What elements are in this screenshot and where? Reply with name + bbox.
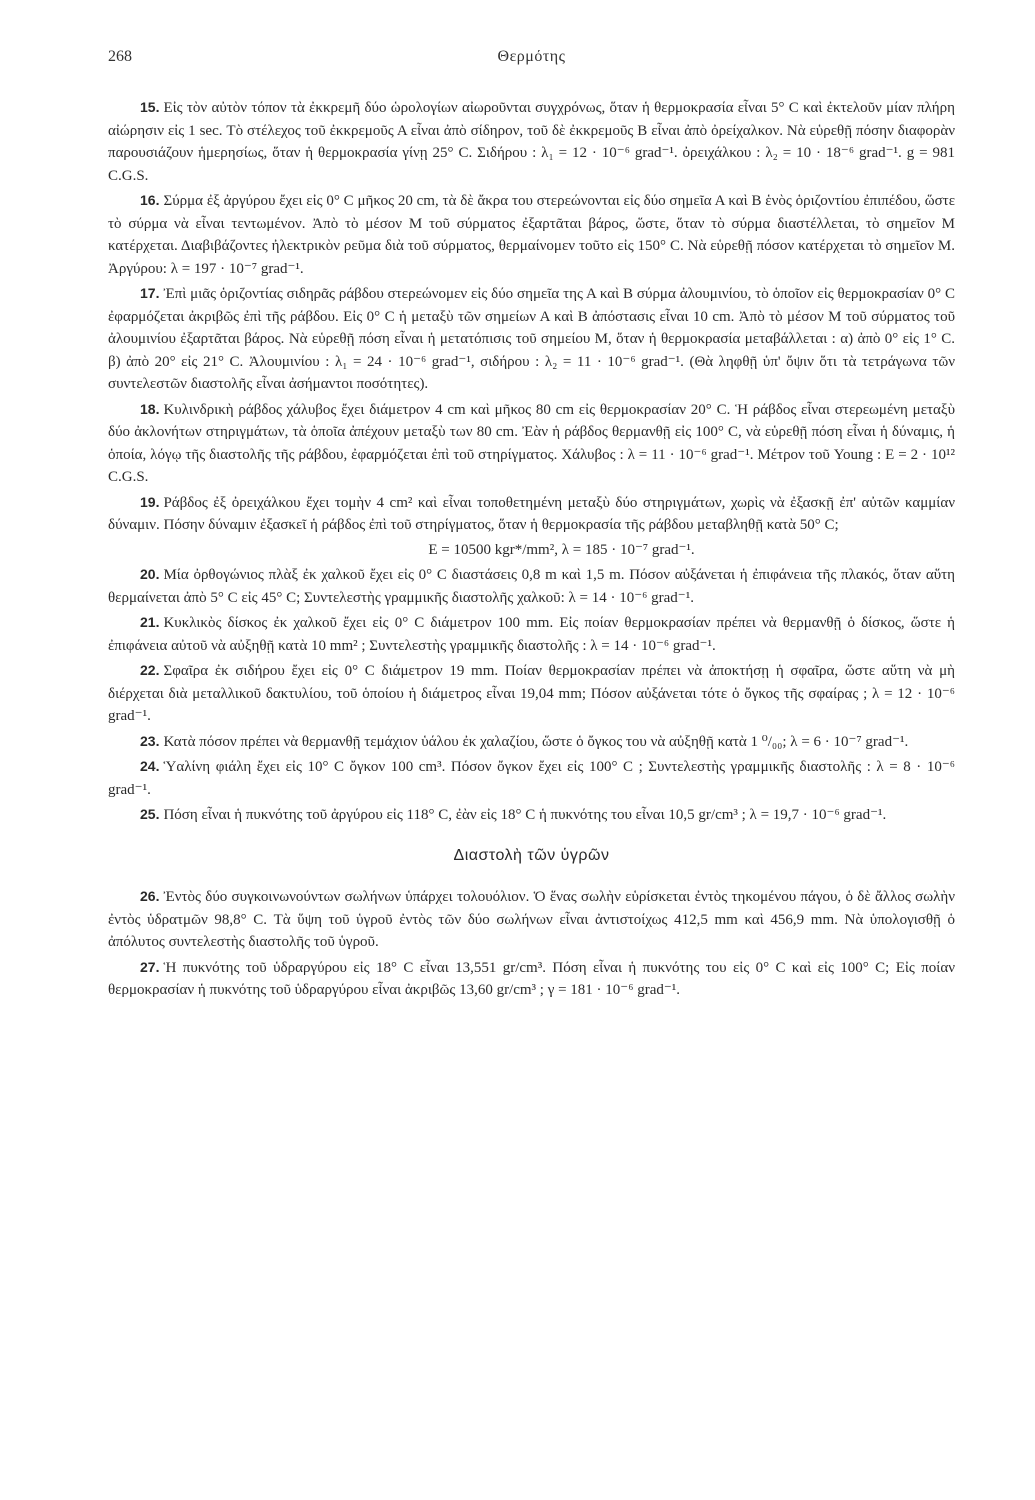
problem-text: Ὑαλίνη φιάλη ἔχει εἰς 10° C ὄγκον 100 cm³. Πόσον ὄγκον ἔχει εἰς 100° C ; Συντελεστὴς γραμμικῆς διαστολῆς : λ = 8 · 10⁻⁶ grad⁻¹. (108, 759, 955, 798)
problem-number: 24. (140, 758, 160, 774)
problem-15 (108, 96, 955, 187)
problem-20 (108, 563, 955, 609)
problem-26 (108, 885, 955, 954)
page-number: 268 (108, 48, 132, 65)
problem-number: 19. (140, 493, 160, 510)
problem-text: Σφαῖρα ἐκ σιδήρου ἔχει εἰς 0° C διάμετρον 19 mm. Ποίαν θερμοκρασίαν πρέπει νὰ ἀποκτήσῃ ἡ σφαῖρα, ὥστε αὕτη νὰ μὴ διέρχεται διὰ μεταλλικοῦ δακτυλίου, τοῦ ὁποίου ἡ διάμετρος εἶναι 19,04 mm; Πόσον αὐξάνεται τότε ὁ ὄγκος τῆς σφαίρας ; λ = 12 · 10⁻⁶ grad⁻¹. (108, 663, 955, 724)
problem-number: 21. (140, 614, 160, 630)
problem-19-formula: E = 10500 kgr*/mm², λ = 185 · 10⁻⁷ grad⁻¹. (428, 541, 695, 558)
problem-27 (108, 956, 955, 1002)
problem-text: Κυλινδρικὴ ράβδος χάλυβος ἔχει διάμετρον 4 cm καὶ μῆκος 80 cm εἰς θερμοκρασίαν 20° C. Ἡ ράβδος εἶναι στερεωμένη μεταξὺ δύο ἀκλονήτων στηριγμάτων, τὰ ὁποῖα ἀπέχουν μεταξὺ των 80 cm. Ἐὰν ἡ ράβδος θερμανθῇ εἰς 100° C, νὰ εὑρεθῇ πόση εἶναι ἡ δύναμις, ἡ ὁποία, λόγῳ τῆς διαστολῆς τῆς ράβδου, ἐφαρμόζεται ἐπὶ τοῦ στηρίγματος. Χάλυβος : λ = 11 · 10⁻⁶ grad⁻¹. Μέτρον τοῦ Young : E = 2 · 10¹² C.G.S. (108, 401, 955, 485)
problem-number: 23. (140, 732, 160, 749)
problem-number: 22. (140, 662, 160, 678)
problem-17 (108, 282, 955, 396)
problem-text: Πόση εἶναι ἡ πυκνότης τοῦ ἀργύρου εἰς 118° C, ἐὰν εἰς 18° C ἡ πυκνότης του εἶναι 10,5 gr/cm³ ; λ = 19,7 · 10⁻⁶ grad⁻¹. (163, 807, 887, 823)
problem-text: Ἡ πυκνότης τοῦ ὑδραργύρου εἰς 18° C εἶναι 13,551 gr/cm³. Πόση εἶναι ἡ πυκνότης του εἰς 0° C καὶ εἰς 100° C; Εἰς ποίαν θερμοκρασίαν ἡ πυκνότης τοῦ ὑδραργύρου εἶναι ἀκριβῶς 13,60 gr/cm³ ; γ = 181 · 10⁻⁶ grad⁻¹. (108, 959, 955, 998)
problem-text: Ἐπὶ μιᾶς ὁριζοντίας σιδηρᾶς ράβδου στερεώνομεν εἰς δύο σημεῖα της Α καὶ Β σύρμα ἀλουμινίου, τὸ ὁποῖον εἰς θερμοκρασίαν 0° C ἐφαρμόζεται ἀκριβῶς ἐπὶ τῆς ράβδου. Εἰς 0° C ἡ μεταξὺ τῶν σημείων Α καὶ Β ἀπόστασις εἶναι 10 cm. Ἀπὸ τὸ μέσον Μ τοῦ σύρματος τοῦ ἀλουμινίου ἐξαρτᾶται βάρος. Νὰ εὑρεθῇ πόση εἶναι ἡ μετατόπισις τοῦ σημείου Μ, ὅταν ἡ θερμοκρασία μεταβάλλεται : α) ἀπὸ 0° εἰς 1° C. β) ἀπὸ 20° εἰς 21° C. Ἀλουμινίου : λ₁ = 24 · 10⁻⁶ grad⁻¹, σιδήρου : λ₂ = 11 · 10⁻⁶ grad⁻¹. (Θὰ ληφθῇ ὑπ' ὄψιν ὅτι τὰ τετράγωνα τῶν συντελεστῶν διαστολῆς εἶναι ἀσήμαντοι ποσότητες). (108, 286, 955, 392)
problem-number: 25. (140, 806, 160, 822)
problem-text: Εἰς τὸν αὐτὸν τόπον τὰ ἐκκρεμῆ δύο ὡρολογίων αἰωροῦνται συγχρόνως, ὅταν ἡ θερμοκρασία εἶναι 5° C καὶ ἐκτελοῦν μίαν πλήρη αἰώρησιν εἰς 1 sec. Τὸ στέλεχος τοῦ ἐκκρεμοῦς Α εἶναι ἀπὸ σίδηρον, τοῦ δὲ ἐκκρεμοῦς Β εἶναι ἀπὸ ὀρείχαλκον. Νὰ εὑρεθῇ πόσην διαφορὰν παρουσιάζουν ἡμερησίως, ὅταν ἡ θερμοκρασία γίνῃ 25° C. Σιδήρου : λ₁ = 12 · 10⁻⁶ grad⁻¹. ὀρειχάλκου : λ₂ = 10 · 18⁻⁶ grad⁻¹. g = 981 C.G.S. (108, 100, 955, 184)
problem-text: Κατὰ πόσον πρέπει νὰ θερμανθῇ τεμάχιον ὑάλου ἐκ χαλαζίου, ὥστε ὁ ὄγκος του νὰ αὐξηθῇ κατὰ 1 ⁰/₀₀; λ = 6 · 10⁻⁷ grad⁻¹. (163, 733, 909, 750)
problem-19 (108, 491, 955, 537)
problem-number: 27. (140, 958, 160, 975)
problem-18 (108, 398, 955, 489)
section-heading: Διαστολὴ τῶν ὑγρῶν (453, 846, 610, 864)
problem-number: 20. (140, 566, 160, 582)
problem-text: Ἐντὸς δύο συγκοινωνούντων σωλήνων ὑπάρχει τολουόλιον. Ὁ ἕνας σωλὴν εὑρίσκεται ἐντὸς τηκομένου πάγου, ὁ δὲ ἄλλος σωλὴν ἐντὸς ὑδρατμῶν 98,8° C. Τὰ ὕψη τοῦ ὑγροῦ ἐντὸς τῶν δύο σωλήνων εἶναι ἀντιστοίχως 412,5 mm καὶ 456,9 mm. Νὰ ὑπολογισθῇ ὁ ἀπόλυτος συντελεστὴς διαστολῆς τοῦ ὑγροῦ. (108, 889, 955, 950)
page-header (108, 48, 955, 78)
problem-24 (108, 755, 955, 801)
problem-number: 18. (140, 400, 160, 417)
problem-text: Ράβδος ἐξ ὀρειχάλκου ἔχει τομὴν 4 cm² καὶ εἶναι τοποθετημένη μεταξὺ δύο στηριγμάτων, χωρὶς νὰ ἐξασκῇ ἐπ' αὐτῶν καμμίαν δύναμιν. Πόσην δύναμιν ἐξασκεῖ ἡ ράβδος ἐπὶ τοῦ στηρίγματος, ὅταν ἡ θερμοκρασία τῆς ράβδου μεταβληθῇ κατὰ 50° C; (108, 494, 955, 533)
problem-25 (108, 803, 955, 827)
problem-text: Κυκλικὸς δίσκος ἐκ χαλκοῦ ἔχει εἰς 0° C διάμετρον 100 mm. Εἰς ποίαν θερμοκρασίαν πρέπει νὰ θερμανθῇ ὁ δίσκος, ὥστε ἡ ἐπιφάνεια αὐτοῦ νὰ αὐξηθῇ κατὰ 10 mm² ; Συντελεστὴς γραμμικῆς διαστολῆς : λ = 14 · 10⁻⁶ grad⁻¹. (108, 615, 955, 654)
problem-number: 15. (140, 99, 160, 115)
page-body (108, 96, 955, 1002)
problem-text: Σύρμα ἐξ ἀργύρου ἔχει εἰς 0° C μῆκος 20 cm, τὰ δὲ ἄκρα του στερεώνονται εἰς δύο σημεῖα Α καὶ Β ἑνὸς ὁριζοντίου ἐπιπέδου, ὥστε τὸ σύρμα νὰ εἶναι τεντωμένον. Ἀπὸ τὸ μέσον Μ τοῦ σύρματος ἐξαρτᾶται βάρος, ὥστε, ὅταν τὸ σύρμα διαστέλλεται, τὸ σημεῖον Μ κατέρχεται. Διαβιβάζοντες ἠλεκτρικὸν ρεῦμα διὰ τοῦ σύρματος, θερμαίνομεν τοῦτο εἰς 150° C. Νὰ εὑρεθῇ πόσον κατέρχεται τὸ σημεῖον Μ. Ἀργύρου: λ = 197 · 10⁻⁷ grad⁻¹. (108, 193, 955, 277)
running-title: Θερμότης (497, 48, 566, 65)
problem-16 (108, 189, 955, 280)
problem-22 (108, 659, 955, 728)
problem-23 (108, 730, 955, 754)
problem-text: Μία ὀρθογώνιος πλὰξ ἐκ χαλκοῦ ἔχει εἰς 0° C διαστάσεις 0,8 m καὶ 1,5 m. Πόσον αὐξάνεται ἡ ἐπιφάνεια τῆς πλακός, ὅταν αὕτη θερμαίνεται ἀπὸ 5° C εἰς 45° C; Συντελεστὴς γραμμικῆς διαστολῆς χαλκοῦ: λ = 14 · 10⁻⁶ grad⁻¹. (108, 567, 955, 606)
problem-number: 26. (140, 888, 160, 904)
problem-number: 16. (140, 192, 160, 208)
problem-number: 17. (140, 285, 160, 301)
problem-21 (108, 611, 955, 657)
